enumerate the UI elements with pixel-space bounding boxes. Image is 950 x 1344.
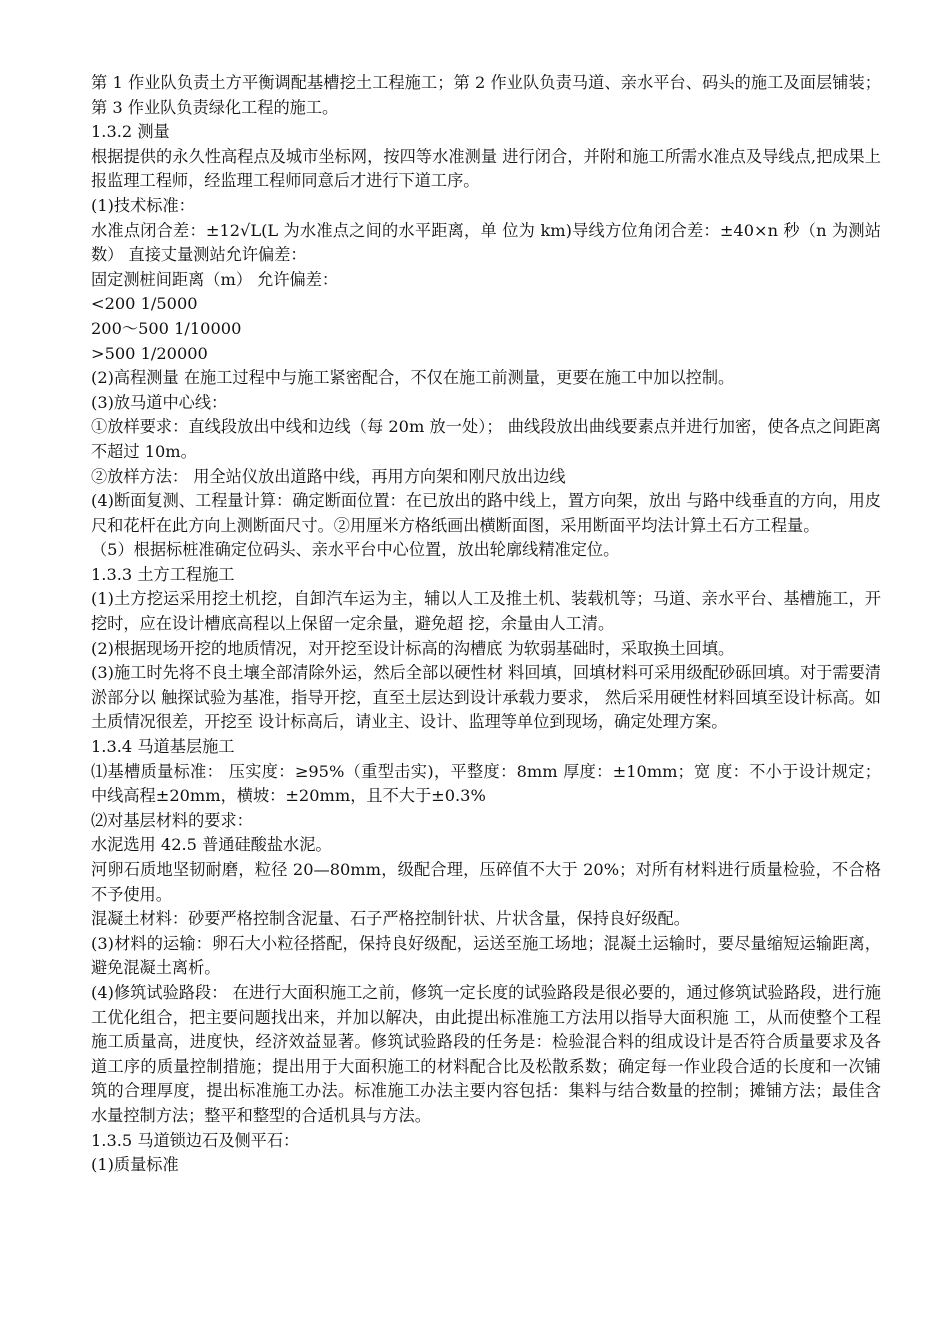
- item-base-material-requirements: ⑵对基层材料的要求：: [91, 810, 253, 830]
- line-river-pebble: 河卵石质地坚韧耐磨，粒径 20—80mm，级配合理，压碎值不大于 20%；对所有材料进行质量检验，不合格不予使用。: [91, 860, 881, 904]
- line-tolerance-row-1: <200 1/5000: [91, 294, 198, 314]
- item-elevation-survey: (2)高程测量 在施工过程中与施工紧密配合，不仅在施工前测量，更要在施工中加以控制。: [91, 368, 735, 388]
- line-tolerance-header: 固定测桩间距离（m） 允许偏差：: [91, 269, 339, 289]
- heading-1-3-3-earthwork: 1.3.3 土方工程施工: [91, 564, 235, 584]
- paragraph-work-teams: 第 1 作业队负责土方平衡调配基槽挖土工程施工；第 2 作业队负责马道、亲水平台、码头的施工及面层铺装；第 3 作业队负责绿化工程的施工。: [91, 73, 881, 117]
- item-dock-positioning: （5）根据标桩准确定位码头、亲水平台中心位置，放出轮廓线精准定位。: [91, 540, 620, 560]
- item-backfill: (3)施工时先将不良土壤全部清除外运，然后全部以硬性材 料回填，回填材料可采用级配砂砾回填。对于需要清淤部分以 触探试验为基准，指导开挖，直至土层达到设计承载力要求， 然后采用硬性材料回填至设计标高。如土质情况很差，开挖至 设计标高后，请业主、设计、监理等单位到现场，确定处理方案。: [91, 663, 881, 732]
- item-layout-requirements: ①放样要求：直线段放出中线和边线（每 20m 放一处）； 曲线段放出曲线要素点并进行加密，使各点之间距离不超过 10m。: [91, 417, 881, 461]
- item-centerline-layout: (3)放马道中心线：: [91, 392, 228, 412]
- line-tolerance-row-3: >500 1/20000: [91, 343, 208, 363]
- item-quality-standard: (1)质量标准: [91, 1155, 179, 1175]
- item-material-transport: (3)材料的运输：卵石大小粒径搭配，保持良好级配，运送至施工场地；混凝土运输时，要尽量缩短运输距离，避免混凝土离析。: [91, 933, 881, 978]
- item-soil-replacement: (2)根据现场开挖的地质情况，对开挖至设计标高的沟槽底 为软弱基础时，采取换土回填。: [91, 638, 735, 658]
- paragraph-survey-intro: 根据提供的永久性高程点及城市坐标网，按四等水准测量 进行闭合，并附和施工所需水准点及导线点,把成果上报监理工程师，经监理工程师同意后才进行下道工序。: [91, 146, 881, 191]
- item-technical-standard: (1)技术标准：: [91, 195, 195, 215]
- item-section-survey: (4)断面复测、工程量计算：确定断面位置：在已放出的路中线上，置方向架，放出 与路中线垂直的方向，用皮尺和花杆在此方向上测断面尺寸。②用厘米方格纸画出横断面图，采用断面平均法计算土石方工程量。: [91, 491, 881, 535]
- item-layout-method: ②放样方法： 用全站仪放出道路中线，再用方向架和刚尺放出边线: [91, 466, 566, 486]
- item-excavation-transport: (1)土方挖运采用挖土机挖，自卸汽车运为主，辅以人工及推土机、装载机等；马道、亲水平台、基槽施工，开挖时，应在设计槽底高程以上保留一定余量，避免超 挖，余量由人工清。: [91, 589, 881, 634]
- item-trial-section: (4)修筑试验路段： 在进行大面积施工之前，修筑一定长度的试验路段是很必要的，通过修筑试验路段，进行施工优化组合，把主要问题找出来，并加以解决，由此提出标准施工方法用以指导大面积施 工，从而使整个工程施工质量高，进度快，经济效益显著。修筑试验路段的任务是：检验混合料的组成设计是否符合质量要求及各道工序的质量控制措施；提出用于大面积施工的材料配合比及松散系数；确定每一作业段合适的长度和一次铺筑的合理厚度，提出标准施工办法。标准施工办法主要内容包括：集料与结合数量的控制；摊铺方法；最佳含水量控制方法；整平和整型的合适机具与方法。: [91, 982, 881, 1125]
- paragraph-closure-error: 水准点闭合差：±12√L(L 为水准点之间的水平距离，单 位为 km)导线方位角闭合差：±40×n 秒（n 为测站数） 直接丈量测站允许偏差：: [91, 220, 881, 265]
- document-body: [91, 71, 881, 1178]
- line-concrete-material: 混凝土材料：砂要严格控制含泥量、石子严格控制针状、片状含量，保持良好级配。: [91, 909, 690, 929]
- heading-1-3-5-curb-stone: 1.3.5 马道锁边石及侧平石：: [91, 1130, 300, 1150]
- heading-1-3-4-base-course: 1.3.4 马道基层施工: [91, 737, 235, 757]
- line-cement: 水泥选用 42.5 普通硅酸盐水泥。: [91, 835, 332, 855]
- item-trench-quality-standard: ⑴基槽质量标准： 压实度：≥95%（重型击实)，平整度：8mm 厚度：±10mm；宽 度：不小于设计规定；中线高程±20mm，横坡：±20mm，且不大于±0.3%: [91, 761, 881, 806]
- line-tolerance-row-2: 200～500 1/10000: [91, 318, 242, 338]
- heading-1-3-2-survey: 1.3.2 测量: [91, 122, 170, 142]
